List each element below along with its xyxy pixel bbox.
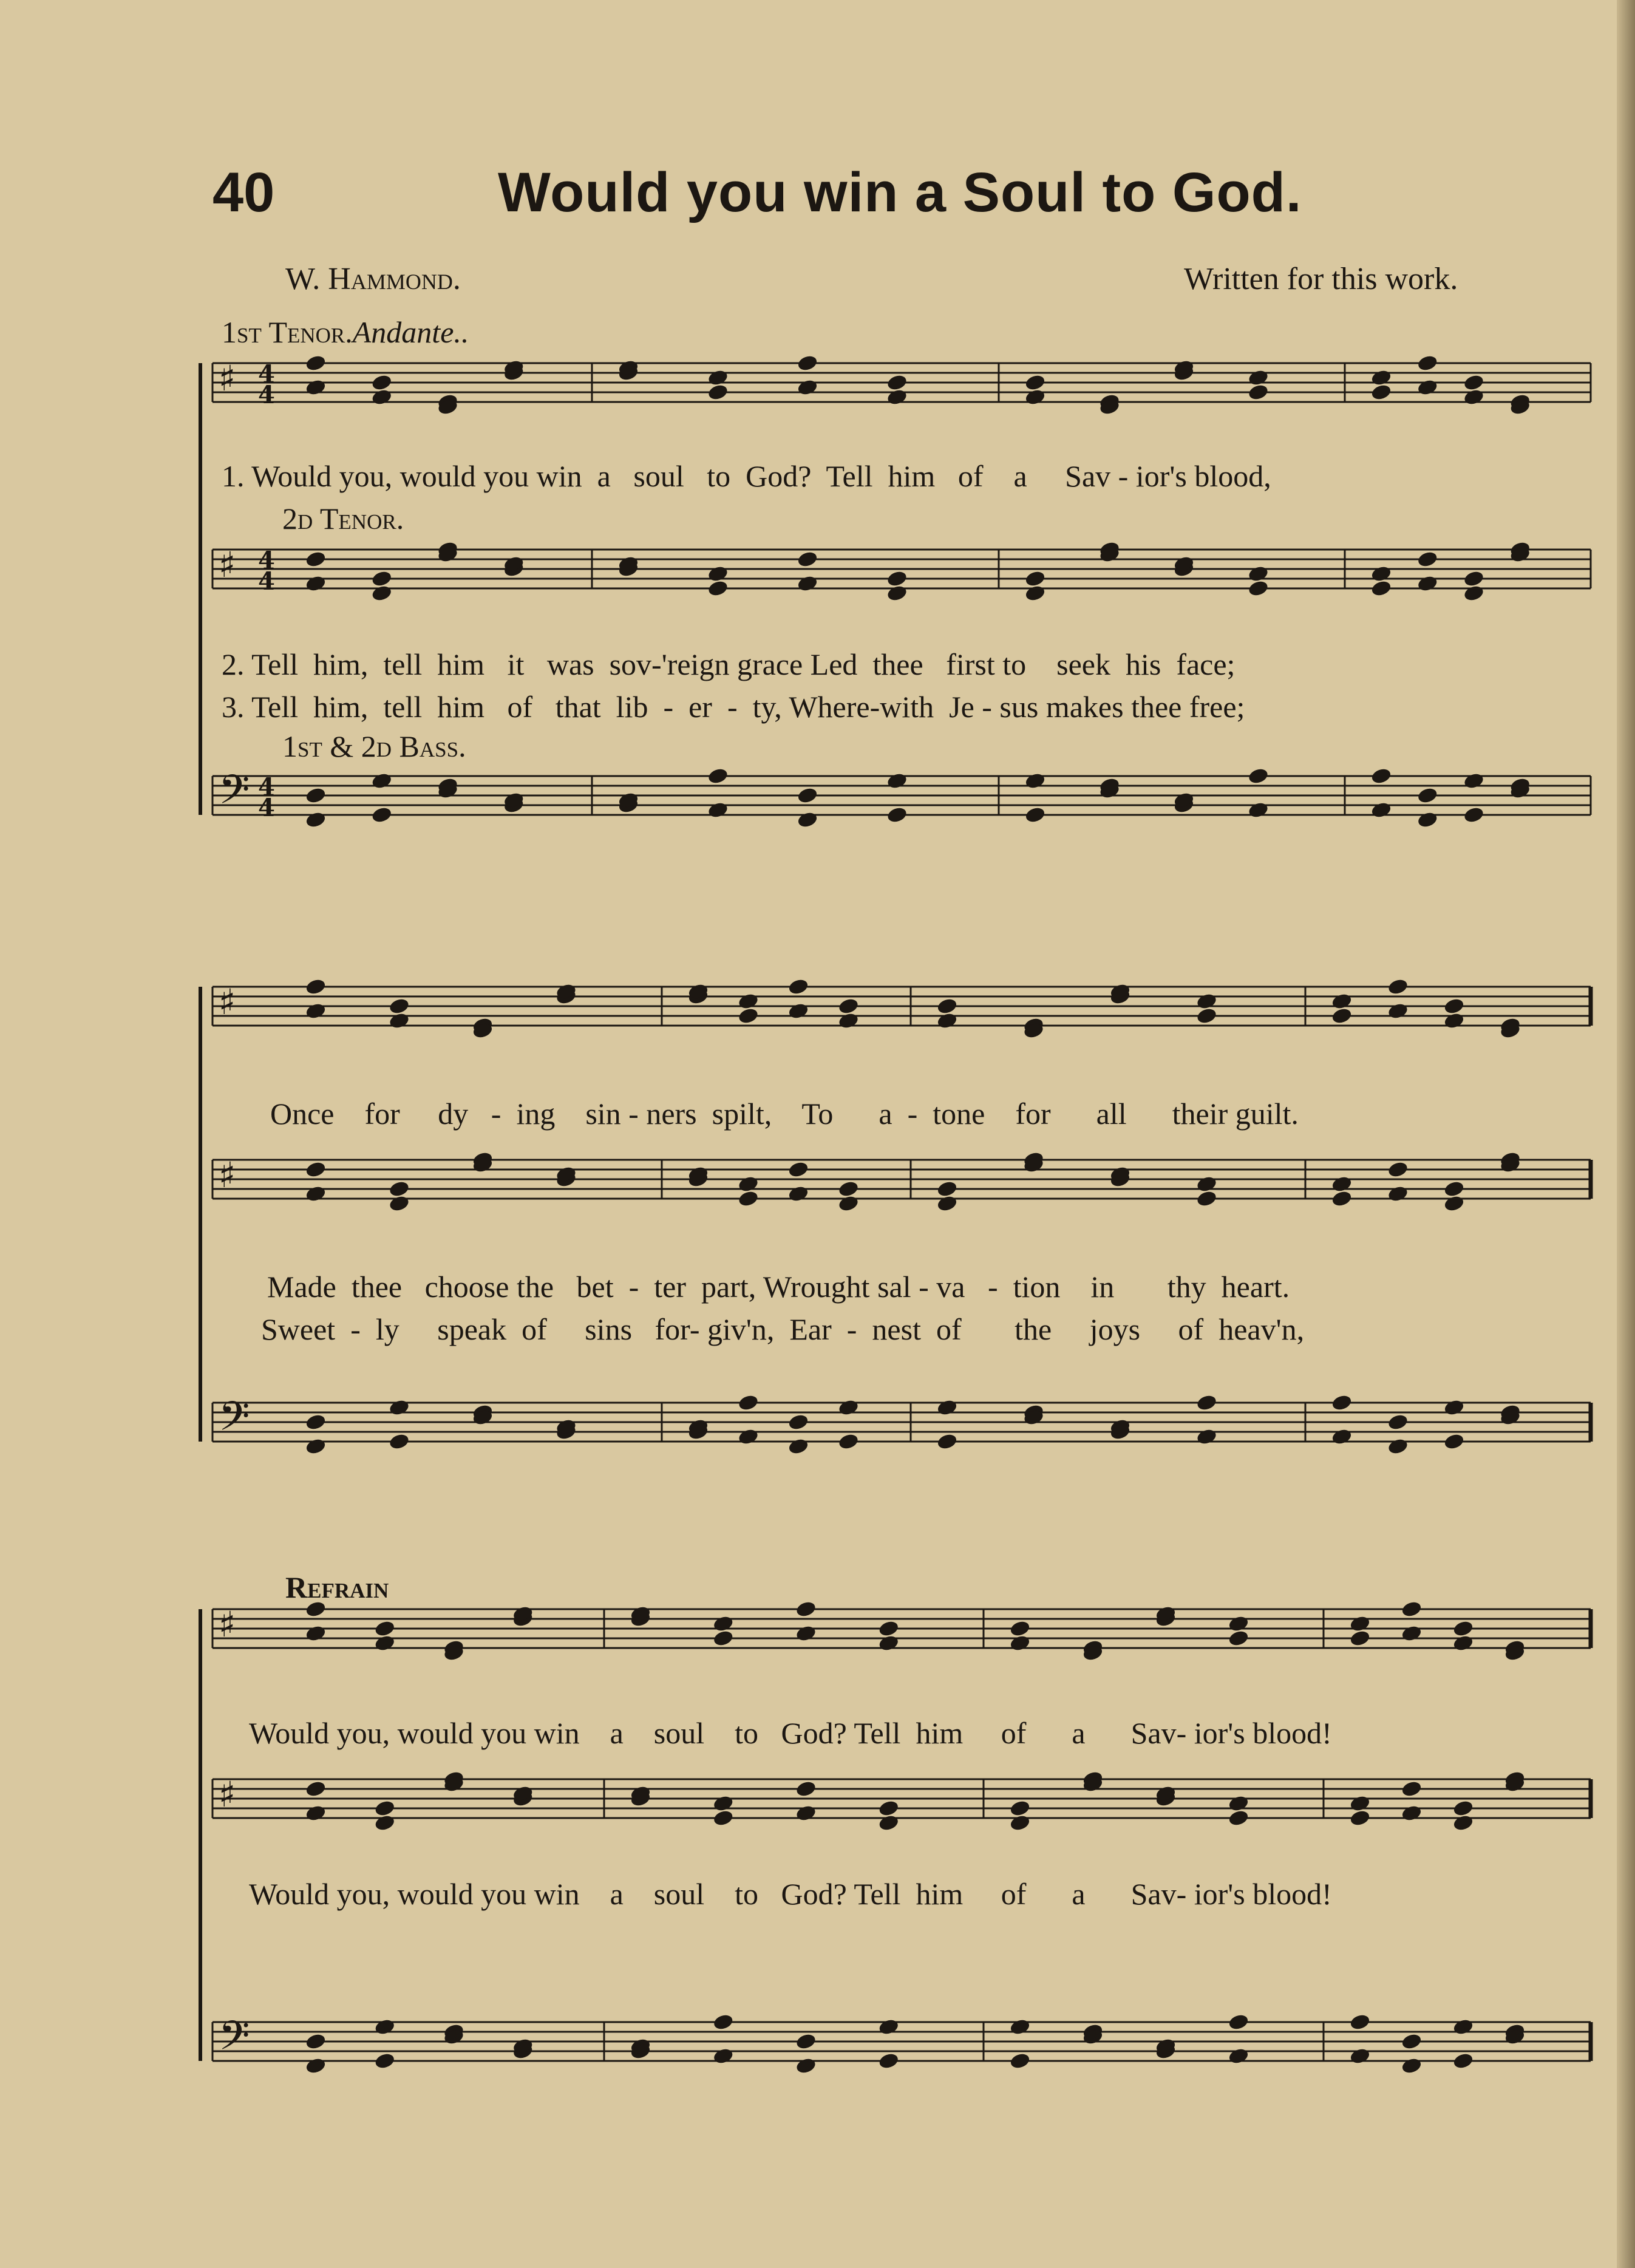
notehead [305,1600,326,1618]
notehead [738,1428,759,1445]
sharp-signature: ♯ [219,1604,236,1645]
notehead [371,584,392,602]
notehead [797,550,818,568]
notehead [1401,2057,1422,2074]
notehead [838,1432,859,1450]
notehead [878,1634,899,1652]
notehead [374,2052,395,2069]
notehead [1009,1619,1030,1637]
notehead [371,570,392,587]
notehead [795,1624,817,1642]
notehead [305,1160,326,1178]
notehead [1331,1175,1352,1193]
sharp-signature: ♯ [219,544,236,585]
notehead [1452,2018,1474,2035]
notehead [886,806,908,823]
notehead [1443,1194,1464,1212]
notehead [1401,1624,1422,1642]
notehead [1443,1398,1464,1416]
notehead [738,1190,759,1207]
notehead [838,997,859,1015]
notehead [305,1780,326,1797]
notehead [305,574,326,592]
time-signature: 4 [258,773,275,802]
notehead [1228,1794,1249,1812]
notehead [1452,1799,1474,1817]
notehead [1463,570,1484,587]
notehead [1024,772,1045,789]
lyric-verse2-line1: 2. Tell him, tell him it was sov-'reign grace Led thee first to seek his face; [222,647,1236,681]
notehead [787,1185,809,1202]
sharp-signature: ♯ [219,358,236,399]
notehead [1009,1799,1030,1817]
notehead [1443,997,1464,1015]
bass-clef-icon: 𝄢 [219,1393,250,1449]
notehead [936,1194,957,1212]
notehead [1024,570,1045,587]
notehead [1024,388,1045,406]
notehead [797,574,818,592]
notehead [1463,584,1484,602]
tempo-marking: Andante.. [352,315,469,349]
sharp-signature: ♯ [219,1154,236,1196]
notehead [1024,806,1045,823]
notehead [713,1629,734,1647]
notehead [374,2018,395,2035]
notehead [1463,388,1484,406]
notehead [1370,579,1392,597]
notehead [1463,373,1484,391]
notehead [936,1180,957,1197]
notehead [707,383,729,401]
lyric-verse3-line1: 3. Tell him, tell him of that lib - er - ty, Where-with Je - sus makes thee free; [222,690,1245,724]
notehead [886,584,908,602]
lyric-refrain-upper: Would you, would you win a soul to God? Tell him of a Sav- ior's blood! [249,1716,1332,1750]
notehead [1370,767,1392,785]
notehead [1387,978,1409,995]
notehead [1196,992,1217,1010]
hymn-title: Would you win a Soul to God. [498,162,1302,223]
notehead [1443,1180,1464,1197]
notehead [1452,1619,1474,1637]
time-signature: 4 [258,360,275,389]
time-signature: 4 [258,381,275,409]
notehead [838,1398,859,1416]
notehead [886,388,908,406]
notehead [1387,1185,1409,1202]
page-number: 40 [212,162,275,223]
notehead [1024,584,1045,602]
notehead [1228,1629,1249,1647]
notehead [374,1814,395,1831]
notehead [878,2018,899,2035]
refrain-label: Refrain [285,1570,389,1604]
lyric-refrain-lower: Would you, would you win a soul to God? Tell him of a Sav- ior's blood! [249,1877,1332,1911]
notehead [738,1007,759,1024]
notehead [1009,1634,1030,1652]
notehead [371,373,392,391]
notehead [1387,1437,1409,1455]
notehead [1248,369,1269,386]
notehead [738,1394,759,1411]
notehead [1452,2052,1474,2069]
notehead [374,1799,395,1817]
notehead [1248,767,1269,785]
notehead [878,2052,899,2069]
notehead [305,1804,326,1822]
notehead [886,772,908,789]
notehead [305,2032,326,2050]
notehead [1401,1780,1422,1797]
notehead [795,1780,817,1797]
notehead [838,1194,859,1212]
notehead [305,786,326,804]
notehead [374,1619,395,1637]
notehead [1024,373,1045,391]
notehead [1228,2013,1249,2031]
notehead [1248,383,1269,401]
notehead [1417,811,1438,828]
notehead [305,1437,326,1455]
notehead [1331,992,1352,1010]
notehead [787,1160,809,1178]
notehead [1349,1629,1370,1647]
notehead [1009,2018,1030,2035]
notehead [795,2032,817,2050]
notehead [1349,1615,1370,1632]
notehead [795,2057,817,2074]
time-signature: 4 [258,547,275,575]
notehead [838,1180,859,1197]
notehead [707,369,729,386]
notehead [1248,579,1269,597]
notehead [1349,1809,1370,1827]
notehead [797,811,818,828]
notehead [1401,2032,1422,2050]
notehead [1331,1394,1352,1411]
notehead [797,354,818,372]
notehead [389,1012,410,1029]
bass-label: 1st & 2d Bass. [282,729,466,763]
notehead [305,978,326,995]
notehead [1417,786,1438,804]
lyric-verse2-line2: Made thee choose the bet - ter part, Wrought sal - va - tion in thy heart. [267,1270,1290,1304]
notehead [713,1809,734,1827]
notehead [1248,565,1269,582]
written-note: Written for this work. [1184,262,1458,296]
notehead [886,373,908,391]
notehead [1196,1175,1217,1193]
notehead [713,1794,734,1812]
sharp-signature: ♯ [219,981,236,1023]
notehead [389,1398,410,1416]
notehead [797,786,818,804]
tenor1-label-text: 1st Tenor. [222,315,353,349]
notehead [787,1413,809,1431]
notehead [795,1600,817,1618]
notehead [389,1180,410,1197]
bass-clef-icon: 𝄢 [219,766,250,823]
notehead [886,570,908,587]
notehead [738,1175,759,1193]
notehead [305,1185,326,1202]
notehead [1331,1007,1352,1024]
notehead [713,2013,734,2031]
notehead [936,1398,957,1416]
notehead [1452,1814,1474,1831]
time-signature: 4 [258,794,275,822]
notehead [1349,2047,1370,2065]
tenor2-label: 2d Tenor. [282,502,404,536]
notehead [1009,2052,1030,2069]
notehead [1417,574,1438,592]
notehead [1417,354,1438,372]
notehead [713,1615,734,1632]
notehead [305,550,326,568]
notehead [1417,378,1438,396]
notehead [878,1619,899,1637]
notehead [305,2057,326,2074]
time-signature: 4 [258,567,275,596]
notehead [795,1804,817,1822]
notehead [936,1012,957,1029]
notehead [305,811,326,828]
notehead [787,1002,809,1020]
notehead [389,997,410,1015]
notehead [1228,1809,1249,1827]
notehead [1349,2013,1370,2031]
notehead [707,565,729,582]
notehead [797,378,818,396]
notehead [838,1012,859,1029]
notehead [1463,772,1484,789]
notehead [713,2047,734,2065]
notehead [305,1002,326,1020]
notehead [1331,1428,1352,1445]
notehead [1417,550,1438,568]
notehead [707,767,729,785]
notehead [1331,1190,1352,1207]
notehead [1401,1804,1422,1822]
notehead [878,1814,899,1831]
notehead [936,1432,957,1450]
notehead [1196,1394,1217,1411]
notehead [707,801,729,819]
lyric-verse3-line2: Sweet - ly speak of sins for- giv'n, Ear - nest of the joys of heav'n, [261,1312,1305,1346]
notehead [305,1624,326,1642]
notehead [389,1194,410,1212]
notehead [1370,383,1392,401]
notehead [936,997,957,1015]
notehead [1196,1190,1217,1207]
notehead [371,772,392,789]
notehead [1370,369,1392,386]
notehead [1228,2047,1249,2065]
notehead [1387,1002,1409,1020]
notehead [305,378,326,396]
notehead [1401,1600,1422,1618]
notehead [1387,1160,1409,1178]
notehead [878,1799,899,1817]
notehead [305,1413,326,1431]
notehead [1370,565,1392,582]
lyric-verse1-line2: Once for dy - ing sin - ners spilt, To a - tone for all their guilt. [270,1097,1299,1131]
notehead [1196,1428,1217,1445]
composer-credit: W. Hammond. [285,262,461,296]
notehead [1463,806,1484,823]
notehead [1009,1814,1030,1831]
notehead [787,978,809,995]
notehead [374,1634,395,1652]
lyric-verse1-line1: 1. Would you, would you win a soul to God? Tell him of a Sav - ior's blood, [222,459,1271,493]
notehead [1443,1012,1464,1029]
notehead [305,354,326,372]
notehead [371,388,392,406]
notehead [1228,1615,1249,1632]
notehead [1349,1794,1370,1812]
notehead [1452,1634,1474,1652]
notehead [1248,801,1269,819]
notehead [1196,1007,1217,1024]
notehead [371,806,392,823]
notehead [1387,1413,1409,1431]
notehead [738,992,759,1010]
bass-clef-icon: 𝄢 [219,2012,250,2069]
notehead [707,579,729,597]
notehead [389,1432,410,1450]
notehead [787,1437,809,1455]
notehead [1370,801,1392,819]
sharp-signature: ♯ [219,1774,236,1815]
notehead [1443,1432,1464,1450]
